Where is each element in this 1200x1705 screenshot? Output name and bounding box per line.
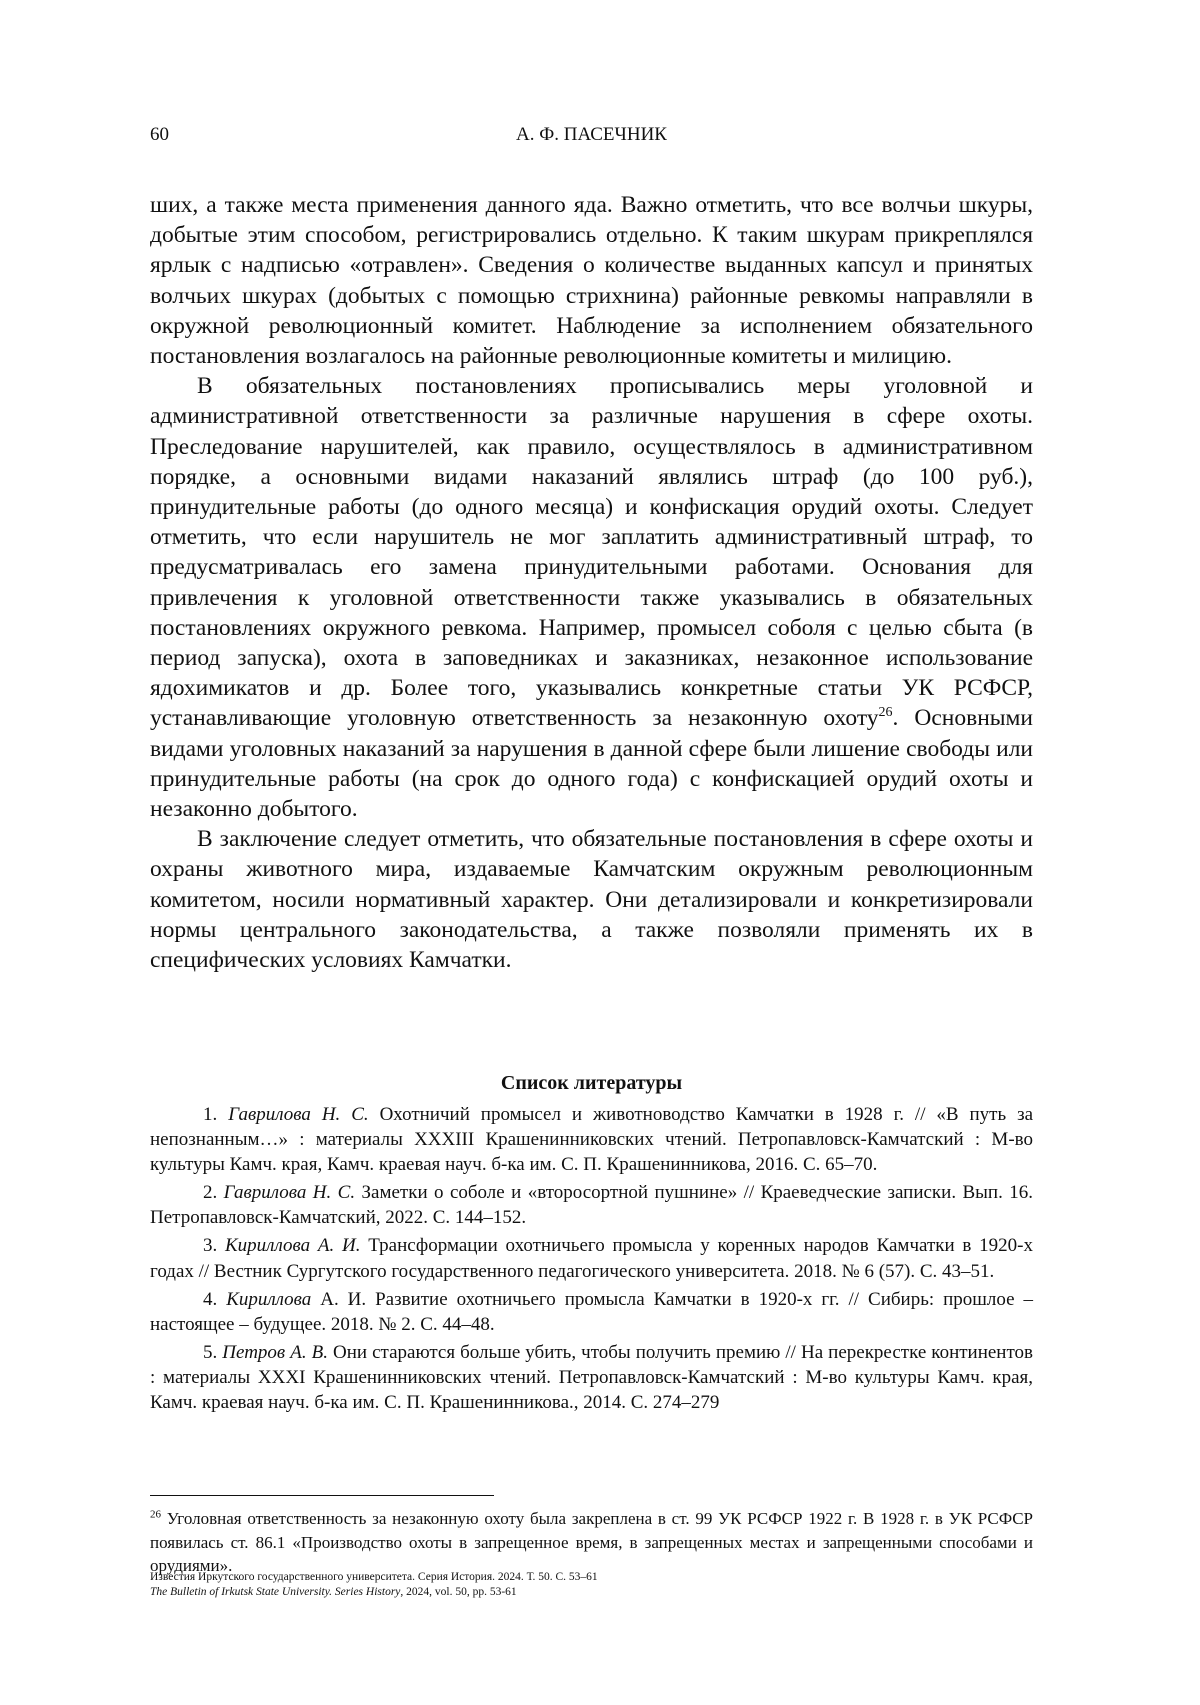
reference-author: Кириллова — [226, 1288, 312, 1310]
paragraph-2 — [150, 371, 1033, 824]
running-author: А. Ф. ПАСЕЧНИК — [516, 124, 667, 145]
footnote-mark: 26 — [150, 1508, 161, 1521]
journal-title-en: The Bulletin of Irkutsk State University. Series History — [150, 1586, 401, 1598]
paragraph-2-text: В обязательных постановлениях прописывались меры уголовной и административной ответственности за различные нарушения в сфере охоты. Преследование нарушителей, как правило, осуществлялось в административном порядке, а основными видами наказаний являлись штраф (до 100 руб.), принудительные работы (до одного месяца) и конфискация орудий охоты. Следует отметить, что если нарушитель не мог заплатить административный штраф, то предусматривалась его замена принудительными работами. Основания для привлечения к уголовной ответственности также указывались в обязательных постановлениях окружного ревкома. Например, промысел соболя с целью сбыта (в период запуска), охота в заповедниках и заказниках, незаконное использование ядохимикатов и др. Более того, указывались конкретные статьи УК РСФСР, устанавливающие уголовную ответственность за незаконную охоту — [150, 373, 1033, 732]
running-header — [150, 124, 1033, 154]
reference-item — [150, 1340, 1033, 1415]
reference-author: Петров А. В. — [222, 1341, 328, 1363]
reference-item — [150, 1180, 1033, 1230]
reference-item — [150, 1287, 1033, 1337]
reference-item — [150, 1233, 1033, 1283]
paragraph-3: В заключение следует отметить, что обязательные постановления в сфере охоты и охраны животного мира, издаваемые Камчатским окружным революционным комитетом, носили нормативный характер. Они детализировали и конкретизировали нормы центрального законодательства, а также позволяли применять их в специфических условиях Камчатки. — [150, 826, 1033, 974]
footnote-ref-26[interactable]: 26 — [878, 705, 893, 721]
reference-author: Гаврилова Н. С. — [228, 1104, 369, 1125]
footnote-26 — [150, 1507, 1033, 1578]
reference-text: Охотничий промысел и животноводство Камчатки в 1928 г. // «В путь за непознанным…» : материалы XXXIII Крашенинниковских чтений. Петропавловск-Камчатский : М-во культуры Камч. края, Камч. краевая науч. б-ка им. С. П. Крашенинникова, 2016. С. 65–70. — [150, 1104, 1034, 1176]
reference-text: Трансформации охотничьего промысла у коренных народов Камчатки в 1920-х годах // Вестник Сургутского государственного педагогического университета. 2018. № 6 (57). С. 43–51. — [150, 1235, 1034, 1282]
reference-number: 4. — [203, 1288, 218, 1310]
reference-author: Гаврилова Н. С. — [223, 1182, 356, 1204]
references-heading: Список литературы — [500, 1072, 683, 1094]
reference-author: Кириллова А. И. — [225, 1235, 361, 1257]
article-body — [150, 190, 1033, 975]
footnote-text: Уголовная ответственность за незаконную охоту была закреплена в ст. 99 УК РСФСР 1922 г. В 1928 г. в УК РСФСР появилась ст. 86.1 «Производство охоты в запрещенное время, в запрещенных местах и запрещенными способами и орудиями». — [150, 1509, 1033, 1575]
page-number: 60 — [150, 124, 169, 145]
journal-info-ru: Известия Иркутского государственного университета. Серия История. 2024. Т. 50. С. 53–61 — [150, 1571, 598, 1583]
reference-number: 5. — [203, 1341, 218, 1363]
reference-number: 1. — [203, 1104, 218, 1125]
journal-info — [150, 1570, 1033, 1600]
reference-text: Заметки о соболе и «второсортной пушнине» // Краеведческие записки. Вып. 16. Петропавловск-Камчатский, 2022. С. 144–152. — [150, 1182, 1033, 1229]
references-list — [150, 1102, 1033, 1418]
paragraph-2-tail: . Основными видами уголовных наказаний за нарушения в данной сфере были лишение свободы или принудительные работы (на срок до одного года) с конфискацией орудий охоты и незаконно добытого. — [150, 705, 1034, 823]
reference-text: Они стараются больше убить, чтобы получить премию // На перекрестке континентов : материалы XXXI Крашенинниковских чтений. Петропавловск-Камчатский : М-во культуры Камч. края, Камч. краевая науч. б-ка им. С. П. Крашенинникова., 2014. С. 274–279 — [150, 1341, 1033, 1414]
journal-details-en: , 2024, vol. 50, pp. 53-61 — [400, 1586, 517, 1598]
journal-info-en — [150, 1585, 1033, 1600]
footnote-divider — [150, 1495, 494, 1496]
paragraph-1: ших, а также места применения данного яда. Важно отметить, что все волчьи шкуры, добытые этим способом, регистрировались отдельно. К таким шкурам прикреплялся ярлык с надписью «отравлен». Сведения о количестве выданных капсул и принятых волчьих шкурах (добытых с помощью стрихнина) районные ревкомы направляли в окружной революционный комитет. Наблюдение за исполнением обязательного постановления возлагалось на районные революционные комитеты и милицию. — [150, 192, 1033, 370]
reference-number: 3. — [203, 1235, 218, 1257]
reference-number: 2. — [203, 1182, 218, 1204]
reference-text: А. И. Развитие охотничьего промысла Камчатки в 1920-х гг. // Сибирь: прошлое – настоящее – будущее. 2018. № 2. С. 44–48. — [150, 1288, 1034, 1335]
reference-item — [150, 1102, 1033, 1177]
